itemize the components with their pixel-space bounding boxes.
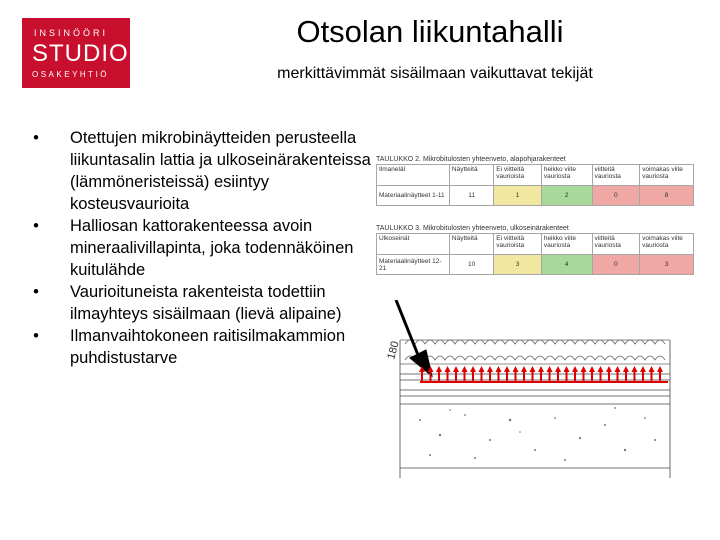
count-cell: 4 (541, 255, 592, 275)
count-cell: 10 (449, 255, 493, 275)
header-cell: viitteitä vauriosta (592, 234, 640, 255)
microbe-table-floor (376, 155, 694, 206)
pointer-arrow (396, 300, 432, 376)
header-cell: Ei viitteitä vaurioista (494, 234, 542, 255)
insulation-layer (400, 340, 670, 364)
count-cell: 0 (592, 186, 640, 206)
logo-top-text: INSINÖÖRI (34, 28, 109, 38)
bullet-text: Otettujen mikrobinäytteiden perusteella liikuntasalin lattia ja ulkoseinärakenteissa (lämmöneristeissä) esiintyy kosteusvaurioita (70, 129, 371, 213)
count-cell: 0 (592, 255, 640, 275)
header-cell: Näytteitä (449, 234, 493, 255)
bullet-dot: • (33, 217, 39, 235)
row-label: Materiaalinäytteet 12-21 (377, 255, 450, 275)
header-cell: Näytteitä (449, 165, 493, 186)
aggregate-texture (419, 407, 656, 461)
header-cell: Ulkoseinät (377, 234, 450, 255)
dimension-label: 180 (385, 339, 402, 361)
count-cell: 3 (640, 255, 694, 275)
header-cell: Ilmaneläl (377, 165, 450, 186)
table-title: TAULUKKO 3. Mikrobitulosten yhteenveto, ulkoseinärakenteet (376, 225, 569, 232)
bullet-item (30, 215, 375, 281)
header-cell: Ei viitteitä vaurioista (494, 165, 542, 186)
logo-main-text: STUDIO (32, 40, 129, 67)
header-cell: voimakas viite vauriosta (640, 234, 694, 255)
slide-title: Otsolan liikuntahalli (296, 14, 564, 49)
header-cell: viitteitä vauriosta (592, 165, 640, 186)
bullet-text: Vaurioituneista rakenteista todettiin ilmayhteys sisäilmaan (lievä alipaine) (70, 283, 342, 323)
bullet-item (30, 325, 375, 369)
bullet-list (30, 127, 375, 369)
logo-bottom-text: OSAKEYHTIÖ (32, 70, 110, 79)
header-cell: heikko viite vauriosta (541, 234, 592, 255)
bullet-item (30, 127, 375, 215)
bullet-item (30, 281, 375, 325)
company-logo (0, 0, 140, 95)
count-cell: 1 (494, 186, 542, 206)
count-cell: 11 (449, 186, 493, 206)
bullet-dot: • (33, 283, 39, 301)
count-cell: 2 (541, 186, 592, 206)
logo-badge (22, 18, 130, 88)
bullet-dot: • (33, 327, 39, 345)
bullet-dot: • (33, 129, 39, 147)
count-cell: 8 (640, 186, 694, 206)
header-cell: voimakas viite vauriosta (640, 165, 694, 186)
header-cell: heikko viite vauriosta (541, 165, 592, 186)
count-cell: 3 (494, 255, 542, 275)
bullet-text: Ilmanvaihtokoneen raitisilmakammion puhdistustarve (70, 327, 346, 367)
bullet-text: Halliosan kattorakenteessa avoin mineraalivillapinta, joka todennäköinen kuitulähde (70, 217, 354, 279)
table-title: TAULUKKO 2. Mikrobitulosten yhteenveto, alapohjarakenteet (376, 156, 566, 163)
microbe-table-walls (376, 224, 694, 275)
row-label: Materiaalinäytteet 1-11 (377, 186, 450, 206)
floor-section-drawing (370, 300, 715, 535)
slide-subtitle: merkittävimmät sisäilmaan vaikuttavat tekijät (277, 65, 593, 82)
